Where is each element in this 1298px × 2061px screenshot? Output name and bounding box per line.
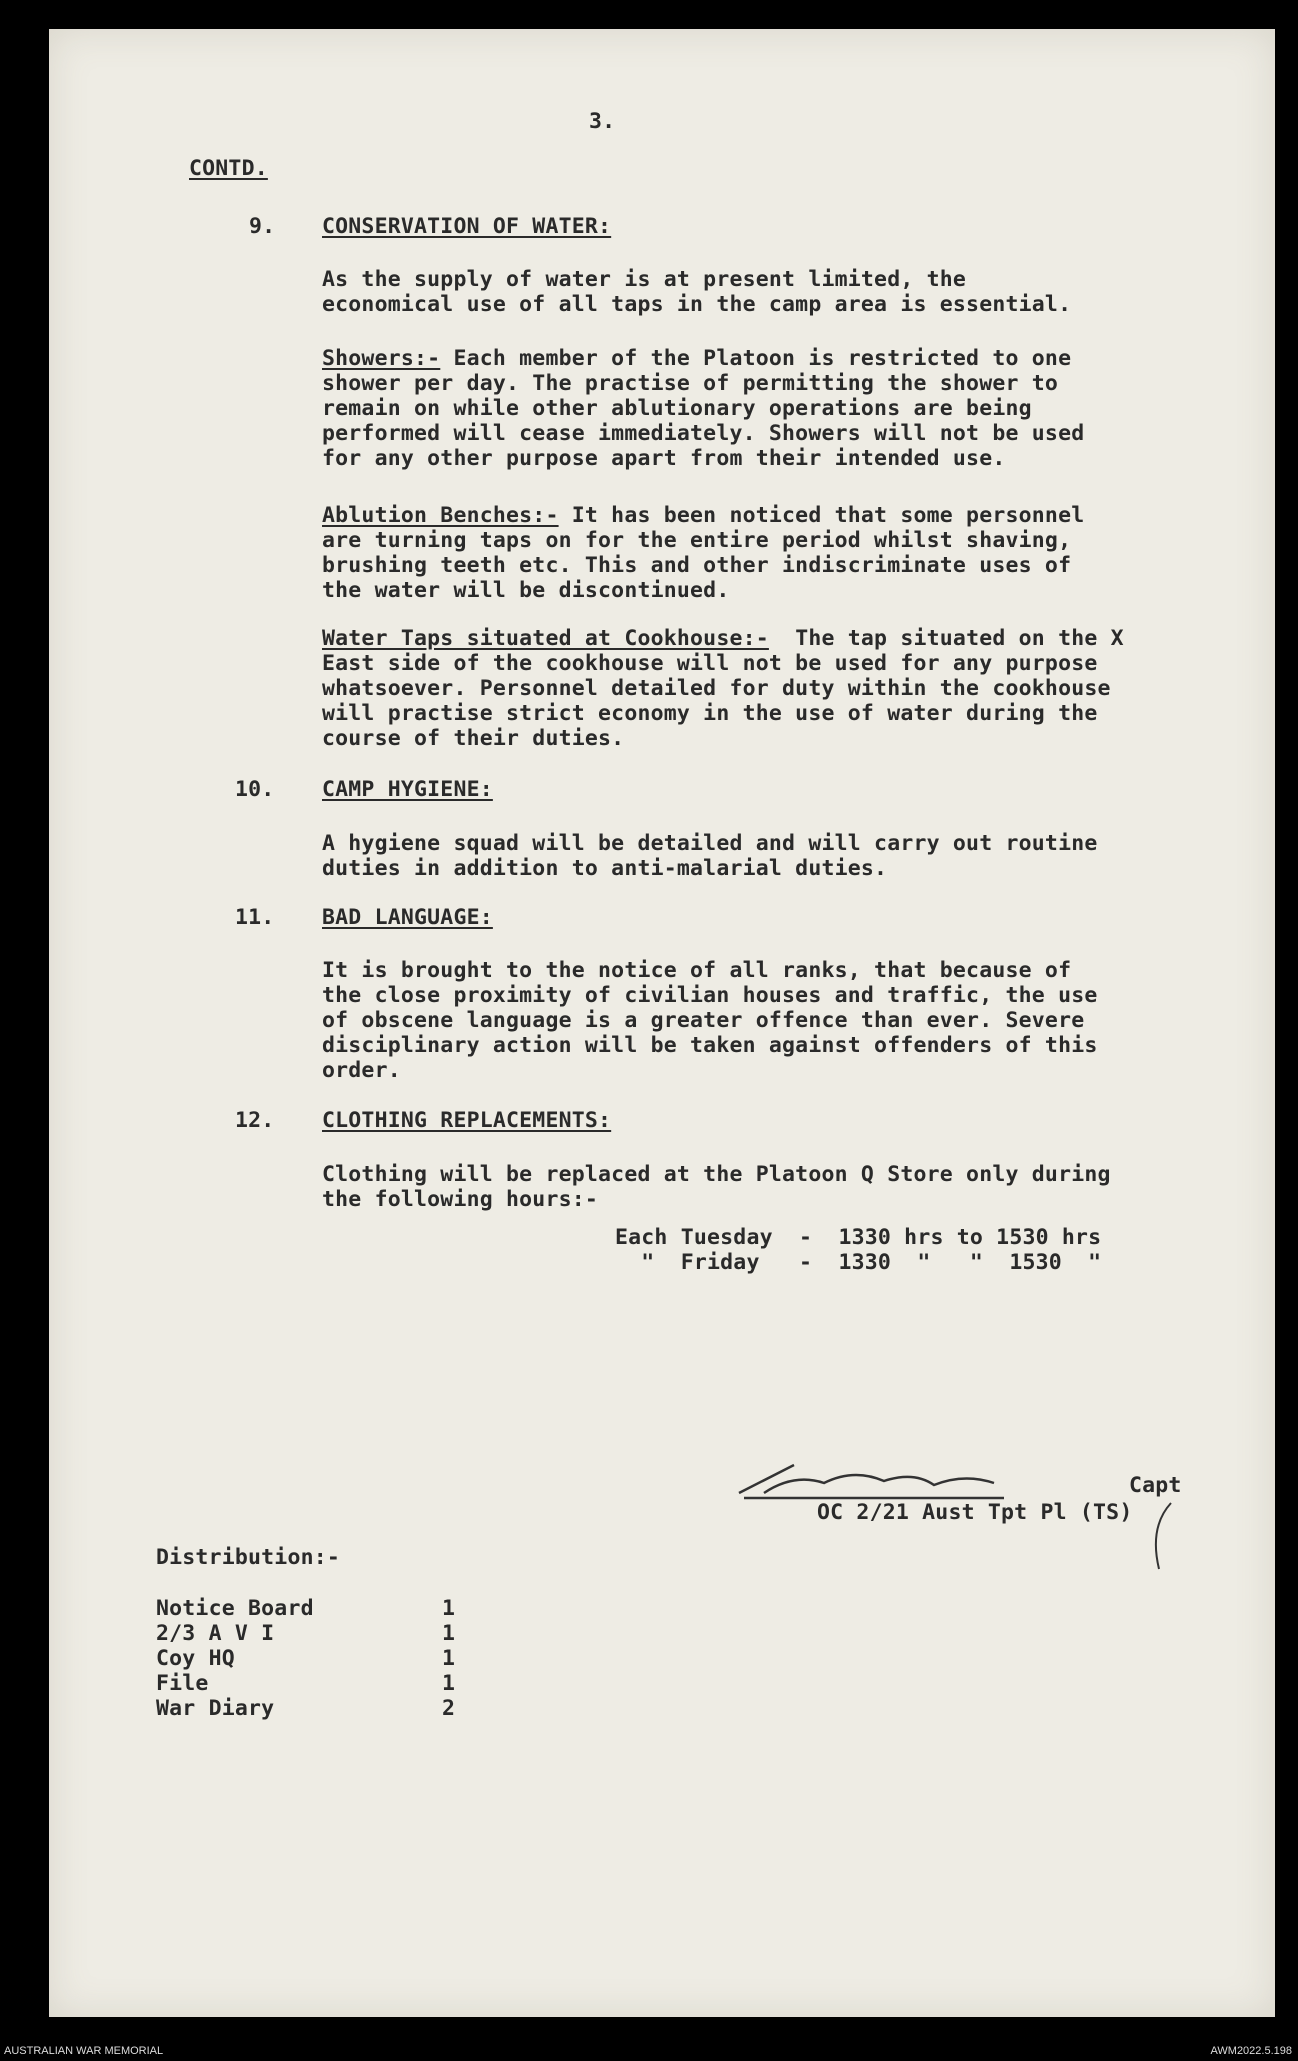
distribution-name: Notice Board bbox=[156, 1596, 314, 1621]
showers-paragraph-line: shower per day. The practise of permitting the shower to bbox=[322, 371, 1059, 396]
showers-paragraph-line: for any other purpose apart from their intended use. bbox=[322, 446, 1006, 471]
cookhouse-paragraph-line: will practise strict economy in the use of water during the bbox=[322, 701, 1098, 726]
section-11-number: 11. bbox=[235, 905, 275, 930]
distribution-qty: 1 bbox=[442, 1671, 456, 1696]
section-9-number: 9. bbox=[249, 214, 276, 239]
document-page bbox=[49, 29, 1275, 2017]
distribution-name: File bbox=[156, 1671, 209, 1696]
section-11-heading: BAD LANGUAGE: bbox=[322, 905, 493, 930]
distribution-qty: 1 bbox=[442, 1621, 456, 1646]
ablution-label: Ablution Benches:- bbox=[322, 503, 559, 528]
ablution-paragraph-line: the water will be discontinued. bbox=[322, 578, 730, 603]
section-11-line: order. bbox=[322, 1058, 401, 1083]
section-11-line: disciplinary action will be taken against offenders of this bbox=[322, 1033, 1098, 1058]
ablution-paragraph-line: brushing teeth etc. This and other indiscriminate uses of bbox=[322, 553, 1072, 578]
showers-paragraph-line: remain on while other ablutionary operations are being bbox=[322, 396, 1032, 421]
cookhouse-paragraph-line: East side of the cookhouse will not be used for any purpose bbox=[322, 651, 1098, 676]
section-9-intro-line: economical use of all taps in the camp area is essential. bbox=[322, 292, 1072, 317]
distribution-name: 2/3 A V I bbox=[156, 1621, 275, 1646]
signature-title: OC 2/21 Aust Tpt Pl (TS) bbox=[817, 1500, 1133, 1525]
section-12-number: 12. bbox=[235, 1108, 275, 1133]
showers-label: Showers:- bbox=[322, 346, 441, 371]
cookhouse-paragraph-line: Water Taps situated at Cookhouse:- The tap situated on the X bbox=[322, 626, 1124, 651]
section-10-heading: CAMP HYGIENE: bbox=[322, 777, 493, 802]
section-11-line: It is brought to the notice of all ranks, that because of bbox=[322, 958, 1072, 983]
schedule-row: " Friday - 1330 " " 1530 " bbox=[615, 1250, 1102, 1275]
cookhouse-paragraph-line: course of their duties. bbox=[322, 726, 625, 751]
section-10-line: A hygiene squad will be detailed and will carry out routine bbox=[322, 831, 1098, 856]
continued-heading: CONTD. bbox=[189, 156, 268, 181]
showers-paragraph-line: performed will cease immediately. Showers will not be used bbox=[322, 421, 1085, 446]
section-12-heading: CLOTHING REPLACEMENTS: bbox=[322, 1108, 612, 1133]
ablution-paragraph-line: are turning taps on for the entire period whilst shaving, bbox=[322, 528, 1072, 553]
section-11-line: of obscene language is a greater offence than ever. Severe bbox=[322, 1008, 1085, 1033]
footer-institution: AUSTRALIAN WAR MEMORIAL bbox=[4, 2045, 164, 2057]
ablution-paragraph-line: Ablution Benches:- It has been noticed that some personnel bbox=[322, 503, 1085, 528]
section-11-line: the close proximity of civilian houses and traffic, the use bbox=[322, 983, 1098, 1008]
schedule-row: Each Tuesday - 1330 hrs to 1530 hrs bbox=[615, 1225, 1102, 1250]
showers-paragraph-line: Showers:- Each member of the Platoon is restricted to one bbox=[322, 346, 1072, 371]
distribution-heading: Distribution:- bbox=[156, 1545, 341, 1570]
section-9-intro-line: As the supply of water is at present limited, the bbox=[322, 267, 967, 292]
section-9-heading: CONSERVATION OF WATER: bbox=[322, 214, 612, 239]
cookhouse-paragraph-line: whatsoever. Personnel detailed for duty within the cookhouse bbox=[322, 676, 1111, 701]
section-10-line: duties in addition to anti-malarial duties. bbox=[322, 856, 888, 881]
footer-reference: AWM2022.5.198 bbox=[1210, 2045, 1292, 2057]
section-12-line: Clothing will be replaced at the Platoon Q Store only during bbox=[322, 1162, 1111, 1187]
distribution-name: War Diary bbox=[156, 1696, 275, 1721]
distribution-qty: 1 bbox=[442, 1596, 456, 1621]
distribution-qty: 2 bbox=[442, 1696, 456, 1721]
section-10-number: 10. bbox=[235, 777, 275, 802]
distribution-qty: 1 bbox=[442, 1646, 456, 1671]
signature-rank: Capt bbox=[1129, 1473, 1182, 1498]
cookhouse-label: Water Taps situated at Cookhouse:- bbox=[322, 626, 769, 651]
distribution-name: Coy HQ bbox=[156, 1646, 235, 1671]
section-12-line: the following hours:- bbox=[322, 1187, 599, 1212]
page-number: 3. bbox=[589, 109, 616, 134]
pen-stroke-mark bbox=[1139, 1497, 1179, 1577]
